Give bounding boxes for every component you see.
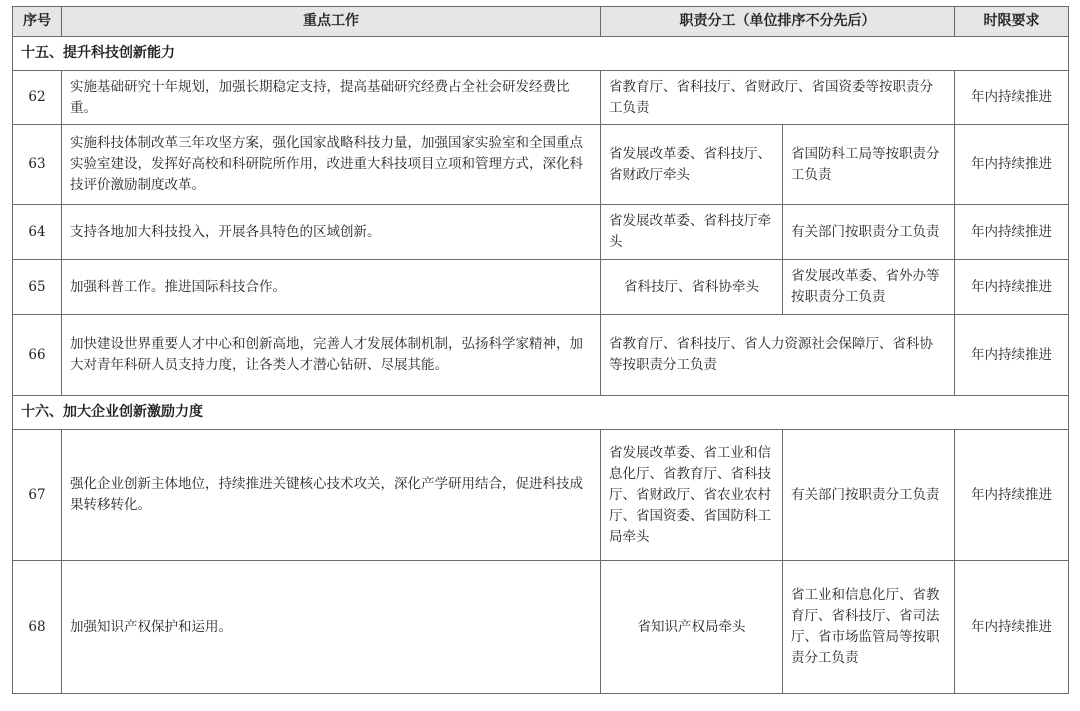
row-task: 加强知识产权保护和运用。 <box>62 561 601 694</box>
row-deadline: 年内持续推进 <box>955 561 1069 694</box>
row-deadline: 年内持续推进 <box>955 260 1069 315</box>
table-row <box>13 430 1069 561</box>
section-title: 十六、加大企业创新激励力度 <box>13 396 1069 430</box>
row-other-units: 省工业和信息化厅、省教育厅、省科技厅、省司法厅、省市场监管局等按职责分工负责 <box>783 561 955 694</box>
row-task: 加快建设世界重要人才中心和创新高地，完善人才发展体制机制，弘扬科学家精神，加大对青年科研人员支持力度，让各类人才潜心钻研、尽展其能。 <box>62 315 601 396</box>
row-number: 66 <box>13 315 62 396</box>
header-responsibility: 职责分工（单位排序不分先后） <box>601 7 955 37</box>
row-lead-units: 省教育厅、省科技厅、省财政厅、省国资委等按职责分工负责 <box>601 71 955 125</box>
row-deadline: 年内持续推进 <box>955 125 1069 205</box>
table-row <box>13 561 1069 694</box>
row-deadline: 年内持续推进 <box>955 315 1069 396</box>
row-lead-units: 省发展改革委、省科技厅、省财政厅牵头 <box>601 125 783 205</box>
row-lead-units: 省知识产权局牵头 <box>601 561 783 694</box>
row-lead-units: 省教育厅、省科技厅、省人力资源社会保障厅、省科协等按职责分工负责 <box>601 315 955 396</box>
header-deadline: 时限要求 <box>955 7 1069 37</box>
row-number: 67 <box>13 430 62 561</box>
table-row <box>13 205 1069 260</box>
row-task: 加强科普工作。推进国际科技合作。 <box>62 260 601 315</box>
table-row <box>13 71 1069 125</box>
row-lead-units: 省科技厅、省科协牵头 <box>601 260 783 315</box>
header-row <box>13 7 1069 37</box>
section-row <box>13 396 1069 430</box>
row-deadline: 年内持续推进 <box>955 430 1069 561</box>
row-task: 支持各地加大科技投入，开展各具特色的区域创新。 <box>62 205 601 260</box>
row-deadline: 年内持续推进 <box>955 205 1069 260</box>
row-number: 65 <box>13 260 62 315</box>
row-lead-units: 省发展改革委、省科技厅牵头 <box>601 205 783 260</box>
work-plan-table <box>12 6 1069 694</box>
row-task: 实施科技体制改革三年攻坚方案，强化国家战略科技力量，加强国家实验室和全国重点实验室建设，发挥好高校和科研院所作用，改进重大科技项目立项和管理方式，深化科技评价激励制度改革。 <box>62 125 601 205</box>
row-other-units: 省发展改革委、省外办等按职责分工负责 <box>783 260 955 315</box>
row-other-units: 有关部门按职责分工负责 <box>783 430 955 561</box>
table-row <box>13 125 1069 205</box>
header-no: 序号 <box>13 7 62 37</box>
table-row <box>13 315 1069 396</box>
row-deadline: 年内持续推进 <box>955 71 1069 125</box>
row-task: 强化企业创新主体地位，持续推进关键核心技术攻关，深化产学研用结合，促进科技成果转移转化。 <box>62 430 601 561</box>
row-number: 62 <box>13 71 62 125</box>
row-number: 68 <box>13 561 62 694</box>
header-task: 重点工作 <box>62 7 601 37</box>
section-title: 十五、提升科技创新能力 <box>13 37 1069 71</box>
row-number: 63 <box>13 125 62 205</box>
table-row <box>13 260 1069 315</box>
row-other-units: 有关部门按职责分工负责 <box>783 205 955 260</box>
section-row <box>13 37 1069 71</box>
row-lead-units: 省发展改革委、省工业和信息化厅、省教育厅、省科技厅、省财政厅、省农业农村厅、省国资委、省国防科工局牵头 <box>601 430 783 561</box>
row-number: 64 <box>13 205 62 260</box>
row-task: 实施基础研究十年规划，加强长期稳定支持，提高基础研究经费占全社会研发经费比重。 <box>62 71 601 125</box>
row-other-units: 省国防科工局等按职责分工负责 <box>783 125 955 205</box>
